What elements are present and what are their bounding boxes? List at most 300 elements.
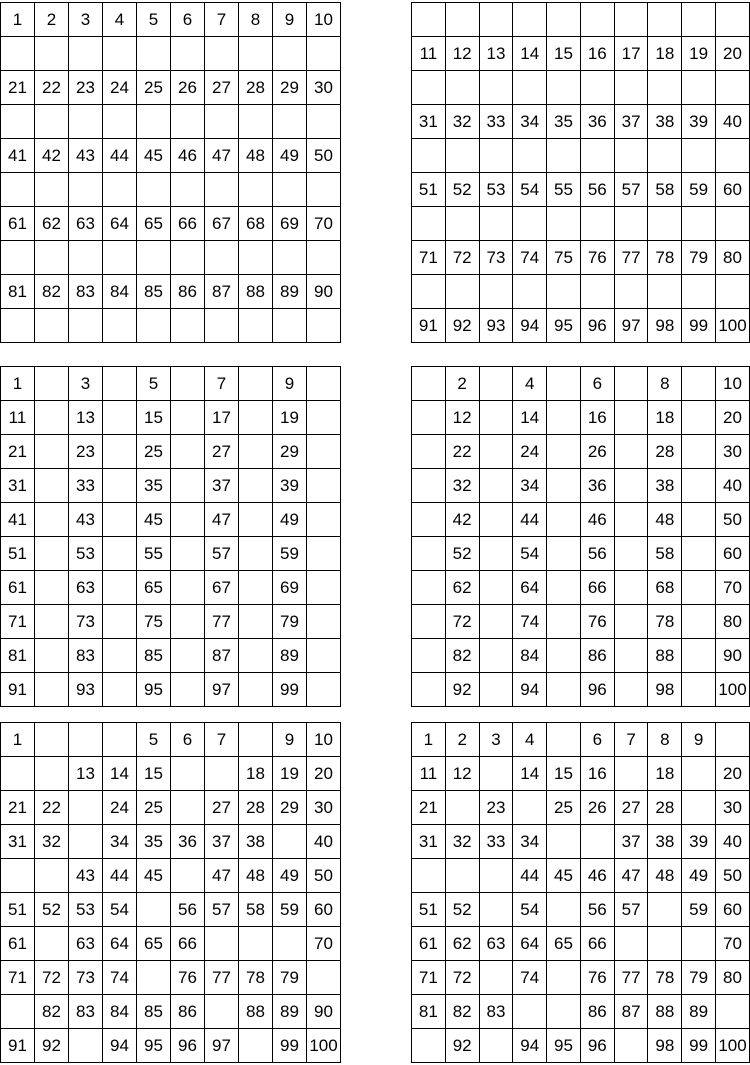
grid-cell: [307, 537, 341, 571]
grid-cell: [171, 309, 205, 343]
grid-cell: [171, 173, 205, 207]
grid-cell: [648, 275, 682, 309]
grid-row: [412, 757, 750, 791]
grid-cell: [445, 859, 479, 893]
grid-cell: 30: [716, 435, 750, 469]
grid-cell: [682, 503, 716, 537]
grid-cell: 91: [1, 673, 35, 707]
grid-cell: 57: [614, 173, 648, 207]
grid-cell: 3: [479, 723, 513, 757]
grid-cell: [35, 367, 69, 401]
grid-cell: [103, 173, 137, 207]
grid-cell: 76: [580, 961, 614, 995]
grid-cell: [648, 3, 682, 37]
grid-cell: 86: [171, 995, 205, 1029]
grid-cell: [412, 139, 446, 173]
grid-cell: [239, 639, 273, 673]
grid-cell: 25: [137, 435, 171, 469]
grid-cell: 70: [307, 927, 341, 961]
grid-cell: [35, 469, 69, 503]
grid-cell: 13: [479, 37, 513, 71]
grid-cell: [35, 37, 69, 71]
grid-cell: 63: [69, 927, 103, 961]
grid-cell: 31: [412, 105, 446, 139]
grid-cell: 87: [205, 639, 239, 673]
grid-cell: [479, 757, 513, 791]
grid-cell: [307, 961, 341, 995]
grid-cell: [103, 37, 137, 71]
grid-cell: 94: [513, 309, 547, 343]
grid-cell: [716, 275, 750, 309]
grid-cell: 79: [682, 241, 716, 275]
grid-row: [1, 469, 341, 503]
grid-cell: 52: [35, 893, 69, 927]
grid-cell: [412, 503, 446, 537]
grid-cell: [103, 309, 137, 343]
grid-cell: [614, 1029, 648, 1063]
grid-cell: 61: [1, 927, 35, 961]
grid-cell: [35, 309, 69, 343]
grid-cell: 39: [682, 825, 716, 859]
grid-cell: [682, 139, 716, 173]
grid-cell: 23: [69, 435, 103, 469]
grid-cell: 15: [547, 757, 581, 791]
grid-cell: 59: [273, 537, 307, 571]
grid-cell: [137, 173, 171, 207]
grid-cell: 50: [307, 859, 341, 893]
grid-cell: 60: [716, 173, 750, 207]
grid-cell: 66: [171, 207, 205, 241]
grid-row: [412, 639, 750, 673]
grid-cell: [648, 893, 682, 927]
grid-cell: [1, 309, 35, 343]
grid-cell: [171, 435, 205, 469]
grid-cell: 88: [648, 995, 682, 1029]
grid-cell: 19: [682, 37, 716, 71]
grid-cell: 67: [205, 571, 239, 605]
grid-cell: 32: [445, 825, 479, 859]
grid-cell: 37: [205, 469, 239, 503]
grid-cell: [1, 757, 35, 791]
grid-cell: [412, 673, 446, 707]
grid-cell: [273, 105, 307, 139]
grid-cell: 47: [205, 139, 239, 173]
grid-cell: 23: [479, 791, 513, 825]
grid-row: [412, 3, 750, 37]
grid-cell: 54: [103, 893, 137, 927]
grid-cell: 34: [513, 825, 547, 859]
grid-row: [1, 37, 341, 71]
grid-row: [412, 435, 750, 469]
grid-cell: [614, 367, 648, 401]
grid-cell: [412, 71, 446, 105]
grid-row: [1, 71, 341, 105]
grid-cell: 72: [35, 961, 69, 995]
grid-cell: [239, 105, 273, 139]
grid-cell: [479, 469, 513, 503]
grid-cell: 21: [1, 435, 35, 469]
grid-row: [412, 503, 750, 537]
grid-cell: 15: [137, 401, 171, 435]
grid-cell: 73: [69, 605, 103, 639]
grid-cell: [513, 995, 547, 1029]
grid-cell: 14: [513, 401, 547, 435]
grid-cell: 29: [273, 435, 307, 469]
grid-cell: 7: [205, 367, 239, 401]
grid-cell: [513, 207, 547, 241]
grid-cell: [273, 37, 307, 71]
grid-cell: 94: [513, 1029, 547, 1063]
grid-cell: [69, 241, 103, 275]
grid-cell: [547, 605, 581, 639]
grid-cell: 29: [273, 791, 307, 825]
grid-cell: 49: [273, 139, 307, 173]
grid-cell: 31: [412, 825, 446, 859]
grid-cell: [69, 825, 103, 859]
grid-cell: [682, 3, 716, 37]
grid-row: [1, 893, 341, 927]
grid-row: [412, 309, 750, 343]
grid-cell: 20: [716, 757, 750, 791]
grid-cell: [580, 275, 614, 309]
grid-row: [1, 309, 341, 343]
grid-cell: [547, 401, 581, 435]
grid-row: [1, 503, 341, 537]
grid-cell: 90: [716, 639, 750, 673]
grid-cell: [103, 401, 137, 435]
grid-cell: 57: [205, 893, 239, 927]
grid-cell: [307, 673, 341, 707]
grid-cell: 33: [479, 825, 513, 859]
grid-cell: [103, 503, 137, 537]
grid-cell: [307, 241, 341, 275]
grid-cell: [682, 537, 716, 571]
grid-cell: [171, 757, 205, 791]
grid-cell: 36: [580, 469, 614, 503]
grid-cell: 59: [273, 893, 307, 927]
grid-cell: 31: [1, 825, 35, 859]
grid-cell: 88: [239, 275, 273, 309]
grid-cell: [479, 859, 513, 893]
grid-cell: [648, 927, 682, 961]
grid-cell: [614, 3, 648, 37]
grid-cell: 85: [137, 275, 171, 309]
grid-cell: [547, 275, 581, 309]
grid-cell: 83: [69, 995, 103, 1029]
grid-cell: 96: [580, 1029, 614, 1063]
grid-row: [412, 995, 750, 1029]
grid-cell: 10: [716, 367, 750, 401]
grid-row: [1, 927, 341, 961]
grid-cell: [547, 961, 581, 995]
grid-cell: [35, 503, 69, 537]
grid-cell: [682, 927, 716, 961]
grid-cell: 56: [580, 537, 614, 571]
grid-cell: 38: [648, 105, 682, 139]
grid-cell: 65: [547, 927, 581, 961]
grid-cell: 22: [35, 791, 69, 825]
grid-cell: [479, 275, 513, 309]
grid-cell: 98: [648, 1029, 682, 1063]
grid-cell: [614, 673, 648, 707]
grid-cell: 20: [716, 401, 750, 435]
grid-cell: 87: [205, 275, 239, 309]
grid-cell: [171, 791, 205, 825]
grid-cell: 49: [273, 503, 307, 537]
grid-cell: [513, 71, 547, 105]
grid-cell: [35, 435, 69, 469]
grid-cell: [171, 639, 205, 673]
grid-cell: 30: [307, 71, 341, 105]
grid-cell: [307, 503, 341, 537]
grid-row: [1, 139, 341, 173]
grid-cell: [205, 37, 239, 71]
grid-cell: 33: [69, 469, 103, 503]
grid-cell: [682, 275, 716, 309]
grid-cell: 58: [648, 537, 682, 571]
grid-cell: 48: [648, 503, 682, 537]
grid-cell: [1, 173, 35, 207]
grid-cell: 19: [273, 757, 307, 791]
grid-cell: [716, 723, 750, 757]
grid-cell: [171, 537, 205, 571]
grid-cell: 47: [614, 859, 648, 893]
hundred-chart-even-columns: [411, 366, 750, 707]
grid-cell: 92: [445, 673, 479, 707]
grid-cell: [716, 71, 750, 105]
grid-cell: [239, 309, 273, 343]
grid-cell: 30: [716, 791, 750, 825]
grid-cell: [614, 571, 648, 605]
grid-cell: 99: [273, 673, 307, 707]
grid-row: [412, 173, 750, 207]
grid-cell: [137, 105, 171, 139]
grid-row: [412, 71, 750, 105]
grid-row: [412, 927, 750, 961]
grid-cell: [580, 139, 614, 173]
grid-cell: [171, 469, 205, 503]
grid-cell: 38: [239, 825, 273, 859]
grid-cell: 85: [137, 639, 171, 673]
grid-cell: [614, 927, 648, 961]
grid-cell: [445, 791, 479, 825]
grid-cell: [614, 275, 648, 309]
grid-cell: 38: [648, 825, 682, 859]
grid-cell: 23: [69, 71, 103, 105]
grid-cell: [547, 825, 581, 859]
grid-cell: 80: [716, 241, 750, 275]
grid-cell: 48: [239, 859, 273, 893]
grid-cell: [445, 71, 479, 105]
grid-cell: 65: [137, 927, 171, 961]
grid-cell: 14: [513, 757, 547, 791]
grid-cell: 37: [205, 825, 239, 859]
grid-cell: 95: [137, 1029, 171, 1063]
grid-cell: 49: [273, 859, 307, 893]
grid-cell: [35, 639, 69, 673]
grid-cell: [614, 469, 648, 503]
grid-cell: 51: [1, 893, 35, 927]
grid-cell: [205, 927, 239, 961]
grid-cell: [479, 3, 513, 37]
grid-cell: 76: [580, 605, 614, 639]
grid-cell: [547, 571, 581, 605]
grid-cell: [69, 723, 103, 757]
grid-cell: 8: [239, 3, 273, 37]
grid-cell: [307, 105, 341, 139]
grid-cell: [137, 893, 171, 927]
grid-cell: [547, 3, 581, 37]
grid-cell: 82: [445, 995, 479, 1029]
grid-cell: 50: [307, 139, 341, 173]
grid-cell: 12: [445, 37, 479, 71]
grid-cell: 48: [648, 859, 682, 893]
grid-cell: [137, 37, 171, 71]
grid-cell: 35: [547, 105, 581, 139]
grid-cell: 21: [1, 71, 35, 105]
grid-cell: 2: [35, 3, 69, 37]
grid-cell: 92: [445, 309, 479, 343]
grid-cell: 40: [716, 825, 750, 859]
grid-cell: [412, 571, 446, 605]
grid-cell: [103, 723, 137, 757]
grid-cell: 80: [716, 961, 750, 995]
grid-cell: 16: [580, 37, 614, 71]
grid-cell: 1: [1, 367, 35, 401]
grid-cell: [479, 639, 513, 673]
grid-cell: 34: [513, 105, 547, 139]
grid-cell: 74: [513, 961, 547, 995]
grid-cell: 26: [171, 71, 205, 105]
grid-cell: 6: [580, 723, 614, 757]
hundred-chart-partial-a: [0, 722, 341, 1063]
grid-cell: [682, 757, 716, 791]
grid-cell: 2: [445, 367, 479, 401]
grid-cell: 4: [513, 367, 547, 401]
grid-cell: 83: [69, 639, 103, 673]
grid-cell: 58: [648, 173, 682, 207]
grid-cell: [171, 241, 205, 275]
grid-cell: 83: [479, 995, 513, 1029]
hundred-chart-even-rows: [411, 2, 750, 343]
grid-cell: [69, 1029, 103, 1063]
grid-cell: 27: [205, 71, 239, 105]
grid-cell: 88: [239, 995, 273, 1029]
grid-row: [412, 605, 750, 639]
grid-cell: 95: [547, 1029, 581, 1063]
grid-cell: 13: [69, 757, 103, 791]
grid-cell: 98: [648, 309, 682, 343]
grid-cell: 100: [716, 1029, 750, 1063]
grid-cell: 35: [137, 469, 171, 503]
grid-cell: 99: [682, 1029, 716, 1063]
grid-cell: 68: [648, 571, 682, 605]
grid-cell: [682, 71, 716, 105]
grid-cell: 17: [205, 401, 239, 435]
grid-cell: 66: [580, 571, 614, 605]
grid-cell: 38: [648, 469, 682, 503]
grid-cell: 75: [547, 241, 581, 275]
grid-row: [1, 241, 341, 275]
grid-cell: [273, 241, 307, 275]
grid-cell: [445, 3, 479, 37]
grid-cell: 90: [307, 275, 341, 309]
grid-cell: 81: [1, 275, 35, 309]
grid-cell: 96: [580, 309, 614, 343]
grid-row: [412, 859, 750, 893]
grid-cell: [103, 241, 137, 275]
grid-cell: 20: [716, 37, 750, 71]
grid-cell: 18: [648, 401, 682, 435]
grid-cell: [614, 537, 648, 571]
grid-cell: [103, 639, 137, 673]
grid-cell: [547, 537, 581, 571]
grid-cell: [614, 207, 648, 241]
grid-cell: 52: [445, 893, 479, 927]
grid-cell: 89: [273, 995, 307, 1029]
grid-cell: [307, 605, 341, 639]
grid-row: [412, 791, 750, 825]
grid-cell: 16: [580, 757, 614, 791]
grid-cell: 21: [412, 791, 446, 825]
grid-cell: [412, 401, 446, 435]
grid-cell: [103, 605, 137, 639]
grid-cell: 3: [69, 3, 103, 37]
grid-row: [1, 723, 341, 757]
grid-cell: [239, 173, 273, 207]
grid-cell: 97: [205, 1029, 239, 1063]
grid-cell: 27: [205, 435, 239, 469]
grid-cell: [513, 3, 547, 37]
grid-cell: [479, 139, 513, 173]
grid-cell: 22: [35, 71, 69, 105]
grid-cell: 93: [69, 673, 103, 707]
grid-cell: 19: [273, 401, 307, 435]
grid-cell: 64: [513, 571, 547, 605]
grid-cell: 88: [648, 639, 682, 673]
grid-cell: [412, 367, 446, 401]
grid-cell: [479, 537, 513, 571]
grid-cell: [103, 105, 137, 139]
grid-cell: 28: [239, 71, 273, 105]
grid-cell: 51: [412, 893, 446, 927]
grid-cell: 11: [412, 757, 446, 791]
grid-cell: 1: [1, 3, 35, 37]
grid-cell: [716, 3, 750, 37]
grid-cell: [614, 139, 648, 173]
grid-cell: 64: [103, 927, 137, 961]
grid-row: [1, 757, 341, 791]
grid-cell: 71: [412, 241, 446, 275]
grid-cell: 73: [479, 241, 513, 275]
grid-cell: 82: [445, 639, 479, 673]
grid-cell: 82: [35, 995, 69, 1029]
grid-cell: 25: [547, 791, 581, 825]
grid-cell: 24: [513, 435, 547, 469]
grid-cell: 44: [513, 503, 547, 537]
grid-cell: 61: [412, 927, 446, 961]
grid-cell: 5: [137, 723, 171, 757]
grid-cell: [69, 37, 103, 71]
grid-cell: [307, 571, 341, 605]
grid-cell: 73: [69, 961, 103, 995]
grid-cell: 89: [273, 275, 307, 309]
grid-cell: 76: [171, 961, 205, 995]
grid-cell: 70: [716, 927, 750, 961]
grid-cell: 89: [682, 995, 716, 1029]
grid-cell: 64: [103, 207, 137, 241]
grid-cell: 15: [137, 757, 171, 791]
